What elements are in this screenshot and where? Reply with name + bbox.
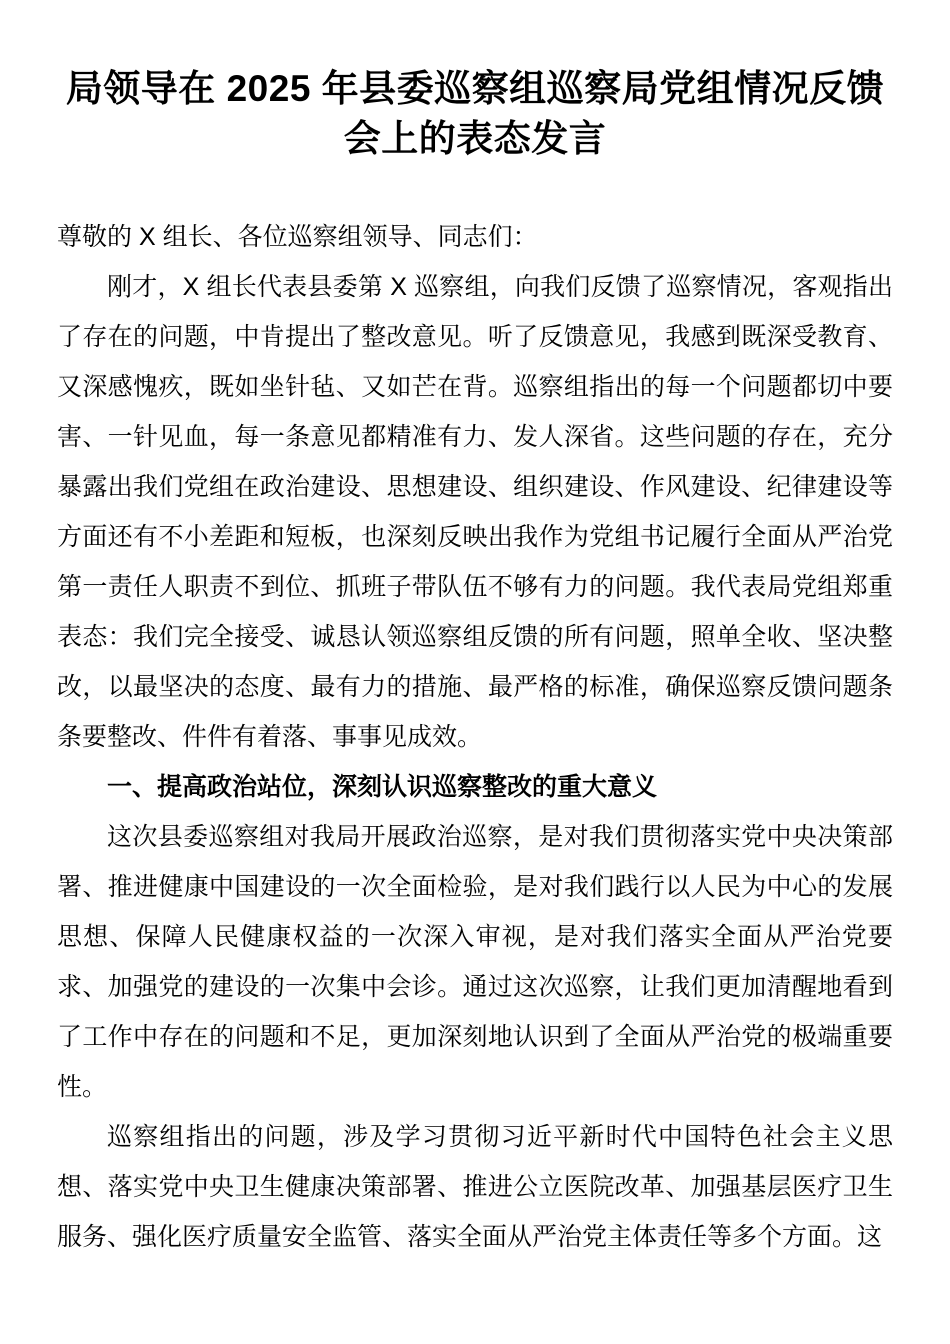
- paragraph-opening-statement: 刚才，X 组长代表县委第 X 巡察组，向我们反馈了巡察情况，客观指出了存在的问题，中肯提出了整改意见。听了反馈意见，我感到既深受教育、又深感愧疚，既如坐针毡、又如芒在背。巡察组指出的每一个问题都切中要害、一针见血，每一条意见都精准有力、发人深省。这些问题的存在，充分暴露出我们党组在政治建设、思想建设、组织建设、作风建设、纪律建设等方面还有不小差距和短板，也深刻反映出我作为党组书记履行全面从严治党第一责任人职责不到位、抓班子带队伍不够有力的问题。我代表局党组郑重表态：我们完全接受、诚恳认领巡察组反馈的所有问题，照单全收、坚决整改，以最坚决的态度、最有力的措施、最严格的标准，确保巡察反馈问题条条要整改、件件有着落、事事见成效。: [57, 273, 893, 751]
- paragraph-political-significance: 这次县委巡察组对我局开展政治巡察，是对我们贯彻落实党中央决策部署、推进健康中国建设的一次全面检验，是对我们践行以人民为中心的发展思想、保障人民健康权益的一次深入审视，是对我们落实全面从严治党要求、加强党的建设的一次集中会诊。通过这次巡察，让我们更加清醒地看到了工作中存在的问题和不足，更加深刻地认识到了全面从严治党的极端重要性。: [57, 823, 893, 1101]
- section-heading-1: 一、提高政治站位，深刻认识巡察整改的重大意义: [107, 773, 658, 801]
- document-title: 局领导在 2025 年县委巡察组巡察局党组情况反馈会上的表态发言: [65, 68, 885, 159]
- salutation-line: 尊敬的 X 组长、各位巡察组领导、同志们：: [57, 223, 538, 251]
- document-body: [57, 212, 893, 1262]
- paragraph-issues-scope: 巡察组指出的问题，涉及学习贯彻习近平新时代中国特色社会主义思想、落实党中央卫生健康决策部署、推进公立医院改革、加强基层医疗卫生服务、强化医疗质量安全监管、落实全面从严治党主体责任等多个方面。这: [57, 1123, 893, 1251]
